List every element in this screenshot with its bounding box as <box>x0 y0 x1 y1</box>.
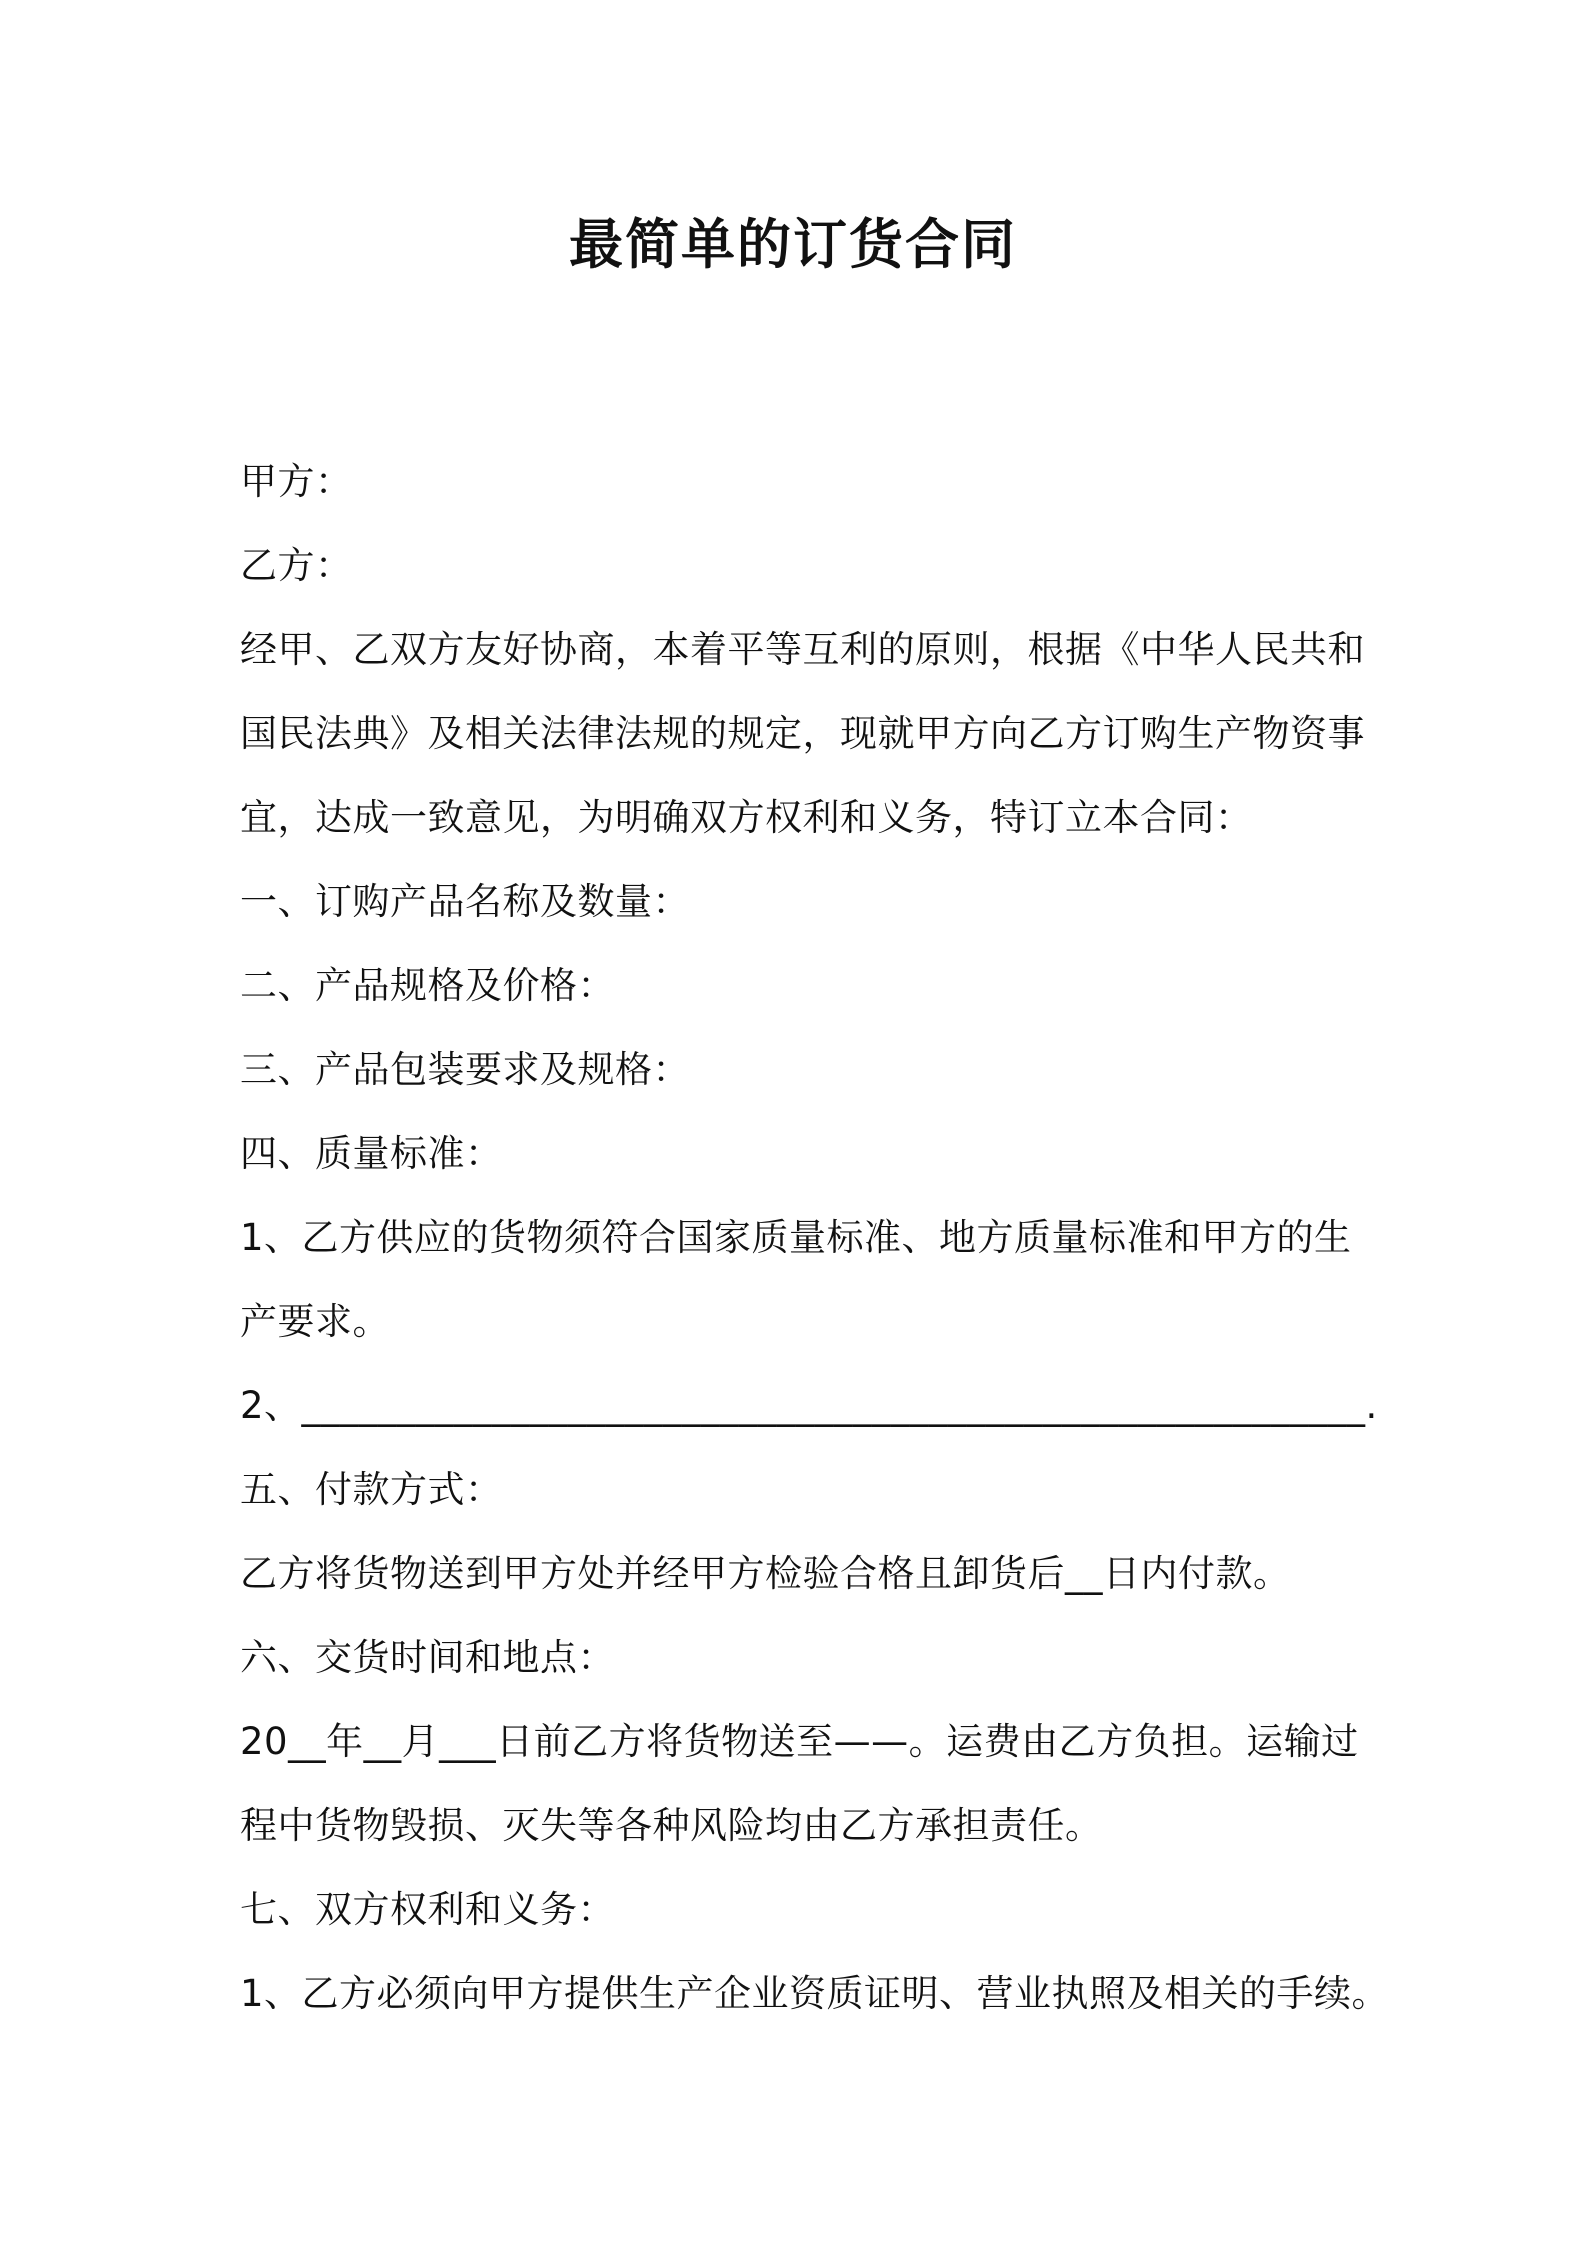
section-3-heading: 三、产品包装要求及规格： <box>240 1048 690 1091</box>
obligation-item-1-line: 1、乙方必须向甲方提供生产企业资质证明、营业执照及相关的手续。 <box>240 1972 1390 2015</box>
quality-item-1-line-1: 1、乙方供应的货物须符合国家质量标准、地方质量标准和甲方的生 <box>240 1216 1352 1259</box>
party-a-line: 甲方： <box>240 460 353 503</box>
section-4-heading: 四、质量标准： <box>240 1132 503 1175</box>
document-title: 最简单的订货合同 <box>569 213 1017 276</box>
preamble-line-3: 宜，达成一致意见，为明确双方权利和义务，特订立本合同： <box>240 796 1253 839</box>
section-2-heading: 二、产品规格及价格： <box>240 964 615 1007</box>
quality-item-2-line: 2、________________________________________________________. <box>240 1384 1378 1427</box>
preamble-line-1: 经甲、乙双方友好协商，本着平等互利的原则，根据《中华人民共和 <box>240 628 1365 671</box>
payment-terms-line: 乙方将货物送到甲方处并经甲方检验合格且卸货后__日内付款。 <box>240 1552 1291 1595</box>
section-5-heading: 五、付款方式： <box>240 1468 503 1511</box>
delivery-line-1: 20__年__月___日前乙方将货物送至——。运费由乙方负担。运输过 <box>240 1720 1359 1763</box>
preamble-line-2: 国民法典》及相关法律法规的规定，现就甲方向乙方订购生产物资事 <box>240 712 1365 755</box>
section-7-heading: 七、双方权利和义务： <box>240 1888 615 1931</box>
party-b-line: 乙方： <box>240 544 353 587</box>
section-1-heading: 一、订购产品名称及数量： <box>240 880 690 923</box>
document-body <box>240 440 1390 2036</box>
quality-item-1-line-2: 产要求。 <box>240 1300 390 1343</box>
delivery-line-2: 程中货物毁损、灭失等各种风险均由乙方承担责任。 <box>240 1804 1103 1847</box>
section-6-heading: 六、交货时间和地点： <box>240 1636 615 1679</box>
